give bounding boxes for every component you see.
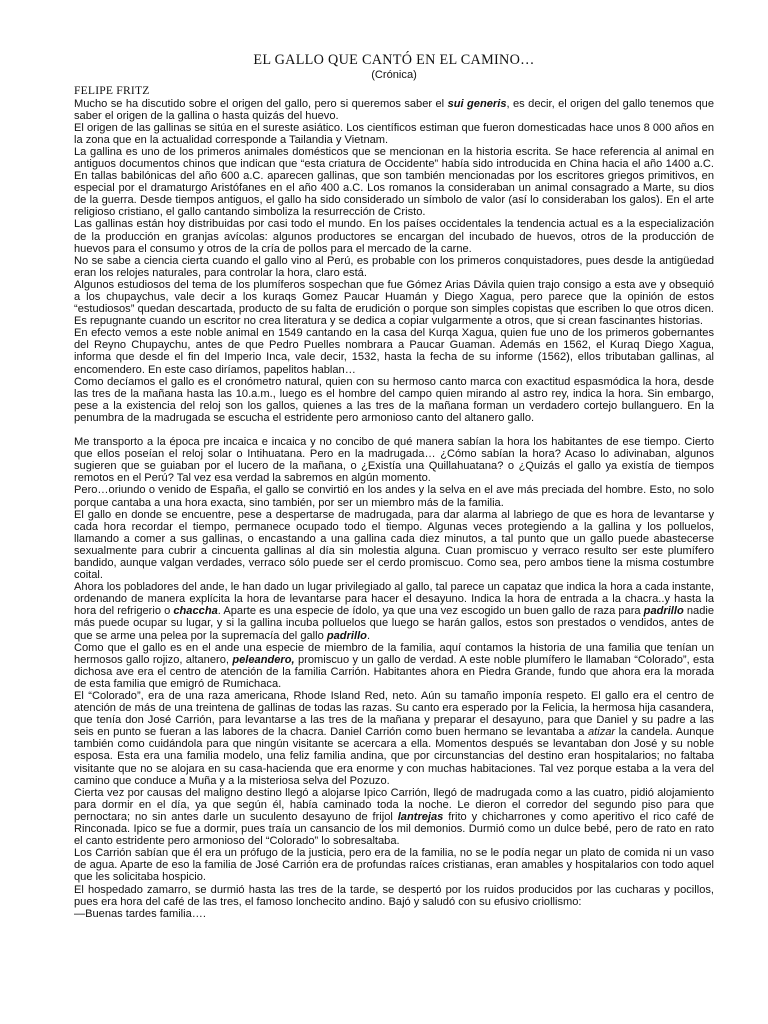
paragraph-text: . Aparte es una especie de ídolo, ya que una vez escogido un buen gallo de raza para xyxy=(217,605,644,618)
document-page xyxy=(74,52,714,920)
document-title: EL GALLO QUE CANTÓ EN EL CAMINO… xyxy=(253,52,535,68)
paragraph-text: Como que el gallo es en el ande una especie de miembro de la familia, aquí contamos la historia de una familia que tenían un hermosos gallo rojizo, altanero, xyxy=(74,641,714,666)
paragraph: Como decíamos el gallo es el cronómetro natural, quien con su hermoso canto marca con exactitud espasmódica la hora, desde las tres de la mañana hasta las 10.a.m., luego es el hombre del campo quien mirando al astro rey, indica la hora. Sin embargo, pese a la existencia del reloj son los gallos, quienes a las tres de la mañana forman un verdadero cortejo bullanguero. En la penumbra de la madrugada se escucha el estridente pero armonioso canto del altanero gallo. xyxy=(74,375,714,424)
paragraph: La gallina es uno de los primeros animales domésticos que se mencionan en la historia escrita. Se hace referencia al animal en antiguos documentos chinos que indican que “esta criatura de Occidente” había sido introducida en China hacia el año 1400 a.C. En tallas babilónicas del año 600 a.C. aparecen gallinas, que son también mencionadas por los escritores griegos primitivos, en especial por el dramaturgo Aristófanes en el año 400 a.C. Los romanos la consideraban un animal consagrado a Marte, su dios de la guerra. Desde tiempos antiguos, el gallo ha sido considerado un símbolo de valor (así lo consideraban los galos). En el arte religioso cristiano, el gallo cantando simboliza la resurrección de Cristo. xyxy=(74,145,714,219)
paragraph: Pero…oriundo o venido de España, el gallo se convirtió en los andes y la selva en el ave más preciada del hombre. Esto, no solo porque cantaba a una hora exacta, sino también, por ser un miembro más de la familia. xyxy=(74,484,714,509)
emphasis-text: chaccha xyxy=(173,605,218,618)
document-subtitle: (Crónica) xyxy=(371,69,417,81)
emphasis-text: padrillo xyxy=(643,605,684,618)
paragraph-gap xyxy=(74,424,714,436)
paragraph-text: la candela. Aunque también como cuidándola para que ningún visitante se acercara a ella. Momentos después se levantaban don José y su noble esposa. Esta era una familia modelo, una feliz familia andina, que por circunstancias del destino eran hospitalarios; no faltaba visitante que no se alojara en su casa-hacienda que era enorme y con muchas habitaciones. Tal vez porque estaba a la vera del camino que conduce a Muña y a la misteriosa selva del Pozuzo. xyxy=(74,726,714,787)
paragraph: El hospedado zamarro, se durmió hasta las tres de la tarde, se despertó por los ruidos producidos por las cucharas y pocillos, pues era hora del café de las tres, el famoso lonchecito andino. Bajó y saludó con su efusivo criollismo: xyxy=(74,883,714,908)
emphasis-text: lantrejas xyxy=(397,810,444,823)
paragraph: El gallo en donde se encuentre, pese a despertarse de madrugada, para dar alarma al labriego de que es hora de levantarse y cada hora recordar el tiempo, permanece ocupado todo el tiempo. Algunas veces protegiendo a la gallina y los polluelos, llamando a comer a sus gallinas, o encastando a una gallina cada diez minutos, a tal punto que un gallo puede abastecerse sexualmente para cubrir a cincuenta gallinas al día sin molestia alguna. Cuan promiscuo y verraco resulto ser este plumífero bandido, aunque valgan verdades, verraco sólo puede ser el cerdo promiscuo. Como sea, pero ambos tiene la misma costumbre coital. xyxy=(74,508,714,582)
paragraph: —Buenas tardes familia…. xyxy=(74,907,206,920)
emphasis-text: peleandero, xyxy=(232,653,295,666)
author-name: FELIPE FRITZ xyxy=(74,84,150,97)
paragraph-text: Cierta vez por causas del maligno destino llegó a alojarse Ipico Carrión, llegó de madrugada como a las cuatro, pidió alojamiento para dormir en el día, ya que según él, había caminado toda la noche. Le dieron el corredor del segundo piso para que pernoctara; no sin antes darle un suculento desayuno de frijol xyxy=(74,786,714,823)
paragraph-text: nadie más puede ocupar su lugar, y si la gallina incuba polluelos que luego se harán gallos, estos son prestados o vendidos, antes de que se arme una pelea por la supremacía del gallo xyxy=(74,605,714,642)
paragraph: Las gallinas están hoy distribuidas por casi todo el mundo. En los países occidentales la tendencia actual es a la especialización de la producción en granjas avícolas: algunos productores se encargan del incubado de huevos, otros de la producción de huevos para el consumo y otros de la cría de pollos para el mercado de la carne. xyxy=(74,218,714,255)
emphasis-text: atizar xyxy=(587,726,616,739)
paragraph xyxy=(74,690,714,787)
paragraph-text: promiscuo y un gallo de verdad. A este noble plumífero le llamaban “Colorado”, esta dichosa ave era el centro de atención de la familia Carrión. Habitantes ahora en Piedra Grande, fundo que ahora era la morada de esta familia que emigró de Rumichaca. xyxy=(74,653,715,690)
paragraph: Los Carrión sabían que él era un prófugo de la justicia, pero era de la familia, no se le podía negar un plato de comida ni un vaso de agua. Aparte de eso la familia de José Carrión era de profundas raíces cristianas, eran amables y hospitalarios con todo aquel que les solicitaba hospicio. xyxy=(74,847,714,884)
paragraph-text: Mucho se ha discutido sobre el origen del gallo, pero si queremos saber el xyxy=(74,97,448,110)
paragraph-text: Ahora los pobladores del ande, le han dado un lugar privilegiado al gallo, tal parece un capataz que indica la hora a cada instante, ordenando de manera explícita la hora de levantarse para hacer el desayuno. Indica la hora de entrada a la chacra..y hasta la hora del refrigerio o xyxy=(74,581,714,618)
paragraph xyxy=(74,642,714,690)
paragraph-text: El “Colorado”, era de una raza americana, Rhode Island Red, neto. Aún su tamaño imponía respeto. El gallo era el centro de atención de más de una treintena de gallinas de todas las razas. Su canto era esperado por la Felicia, la hermosa hija casandera, que tenía don José Carrión, para levantarse a las tres de la mañana y preparar el desayuno, para que Daniel y su padre a las seis en punto se fueran a las labores de la chacra. Daniel Carrión como buen hermano se levantaba a xyxy=(74,690,714,739)
paragraph-text: , es decir, el origen del gallo tenemos que saber el origen de la gallina o hasta quizás del huevo. xyxy=(74,97,714,122)
paragraph xyxy=(74,98,714,122)
emphasis-text: padrillo xyxy=(326,629,367,642)
paragraph xyxy=(74,581,714,641)
paragraph-text: . xyxy=(366,629,371,642)
paragraph xyxy=(74,787,714,847)
emphasis-text: sui generis xyxy=(447,97,507,110)
paragraph: El origen de las gallinas se sitúa en el sureste asiático. Los científicos estiman que fueron domesticadas hace unos 8 000 años en la zona que en la actualidad corresponde a Tailandia y Vietnam. xyxy=(74,121,714,146)
paragraph: No se sabe a ciencia cierta cuando el gallo vino al Perú, es probable con los primeros conquistadores, pues desde la antigüedad eran los relojes naturales, para controlar la hora, claro está. xyxy=(74,254,714,279)
paragraph: Algunos estudiosos del tema de los plumíferos sospechan que fue Gómez Arias Dávila quien trajo consigo a esta ave y obsequió a los chupaychus, vale decir a los kuraqs Gomez Paucar Huamán y Diego Xagua, pero parece que la opinión de estos “estudiosos” quedan descartada, producto de su falta de erudición o porque son simples copistas que escriben lo que otros dicen. Es repugnante cuando un escritor no crea literatura y se dedica a copiar vulgarmente a otros, que si crean fascinantes historias. xyxy=(74,278,714,328)
paragraph: En efecto vemos a este noble animal en 1549 cantando en la casa del Kurqa Xagua, quien fue uno de los primeros gobernantes del Reyno Chupaychu, antes de que Pedro Puelles nombrara a Paucar Guaman. Además en 1562, el Kuraq Diego Xagua, informa que desde el fin del Imperio Inca, vale decir, 1532, hasta la fecha de su informe (1562), ellos tributaban gallinas, al encomendero. En este caso diríamos, papelitos hablan… xyxy=(74,327,714,376)
paragraph: Me transporto a la época pre incaica e incaica y no concibo de qué manera sabían la hora los habitantes de ese tiempo. Cierto que ellos poseían el reloj solar o Intihuatana. Pero en la madrugada… ¿Cómo sabían la hora? Acaso lo adivinaban, algunos sugieren que se guiaban por el lucero de la mañana, o ¿Existía una Quillahuatana? o ¿Quizás el gallo ya existía de tiempos remotos en el Perú? Tal vez esa verdad la sabremos en algún momento. xyxy=(74,436,714,485)
paragraph-text: frito y chicharrones y como aperitivo el rico café de Rinconada. Ipico se fue a dormir, pues traía un cansancio de los mil demonios. Durmió como un dulce bebé, pero de rato en rato el canto estridente pero armonioso del “Colorado” lo sobresaltaba. xyxy=(74,810,714,848)
